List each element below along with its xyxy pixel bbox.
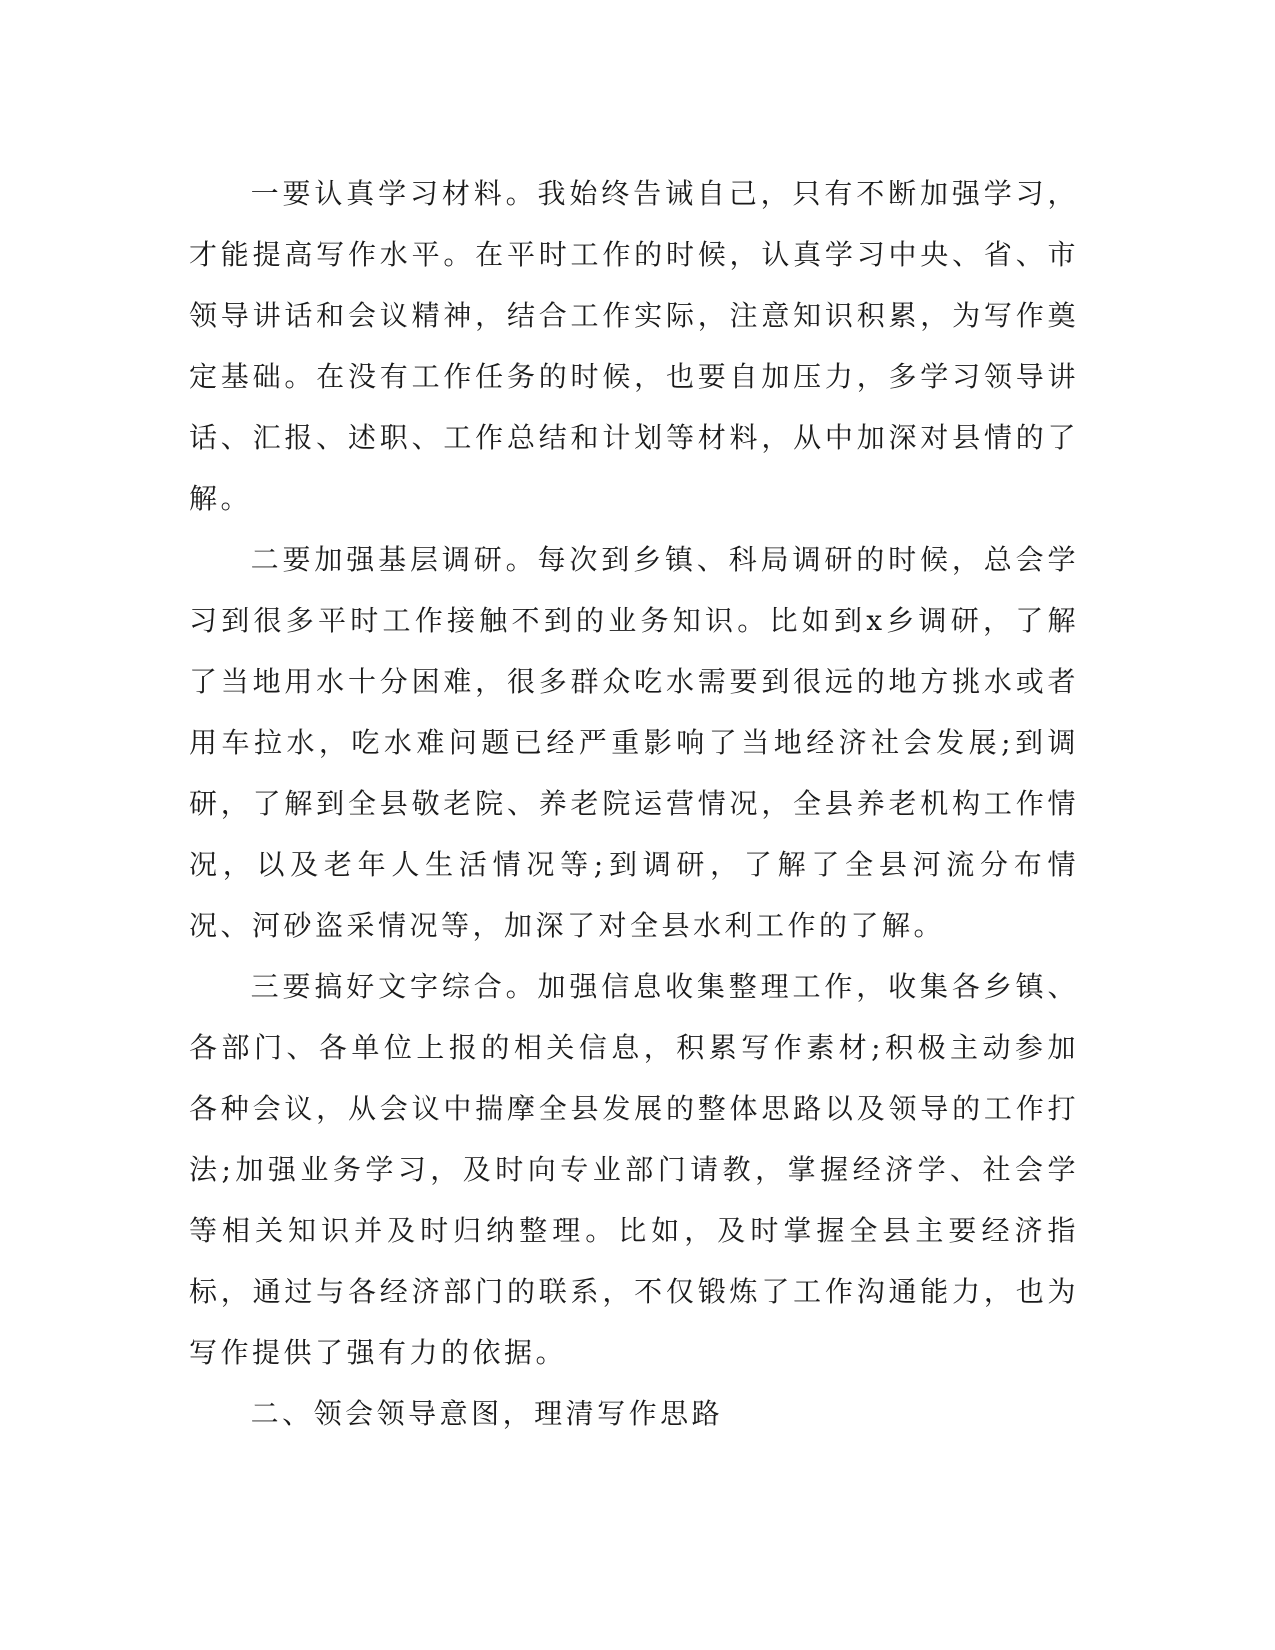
paragraph-grassroots-research: 二要加强基层调研。每次到乡镇、科局调研的时候，总会学习到很多平时工作接触不到的业务知识。比如到x乡调研，了解了当地用水十分困难，很多群众吃水需要到很远的地方挑水或者用车拉水，吃水难问题已经严重影响了当地经济社会发展;到调研，了解到全县敬老院、养老院运营情况，全县养老机构工作情况，以及老年人生活情况等;到调研，了解了全县河流分布情况、河砂盗采情况等，加深了对全县水利工作的了解。 [189,543,1079,942]
paragraph-study-materials: 一要认真学习材料。我始终告诫自己，只有不断加强学习，才能提高写作水平。在平时工作的时候，认真学习中央、省、市领导讲话和会议精神，结合工作实际，注意知识积累，为写作奠定基础。在没有工作任务的时候，也要自加压力，多学习领导讲话、汇报、述职、工作总结和计划等材料，从中加深对县情的了解。 [189,177,1079,515]
section-heading: 二、领会领导意图，理清写作思路 [250,1397,724,1430]
paragraph-text-synthesis: 三要搞好文字综合。加强信息收集整理工作，收集各乡镇、各部门、各单位上报的相关信息，积累写作素材;积极主动参加各种会议，从会议中揣摩全县发展的整体思路以及领导的工作打法;加强业务学习，及时向专业部门请教，掌握经济学、社会学等相关知识并及时归纳整理。比如，及时掌握全县主要经济指标，通过与各经济部门的联系，不仅锻炼了工作沟通能力，也为写作提供了强有力的依据。 [189,970,1079,1369]
document-body [189,163,1079,1444]
